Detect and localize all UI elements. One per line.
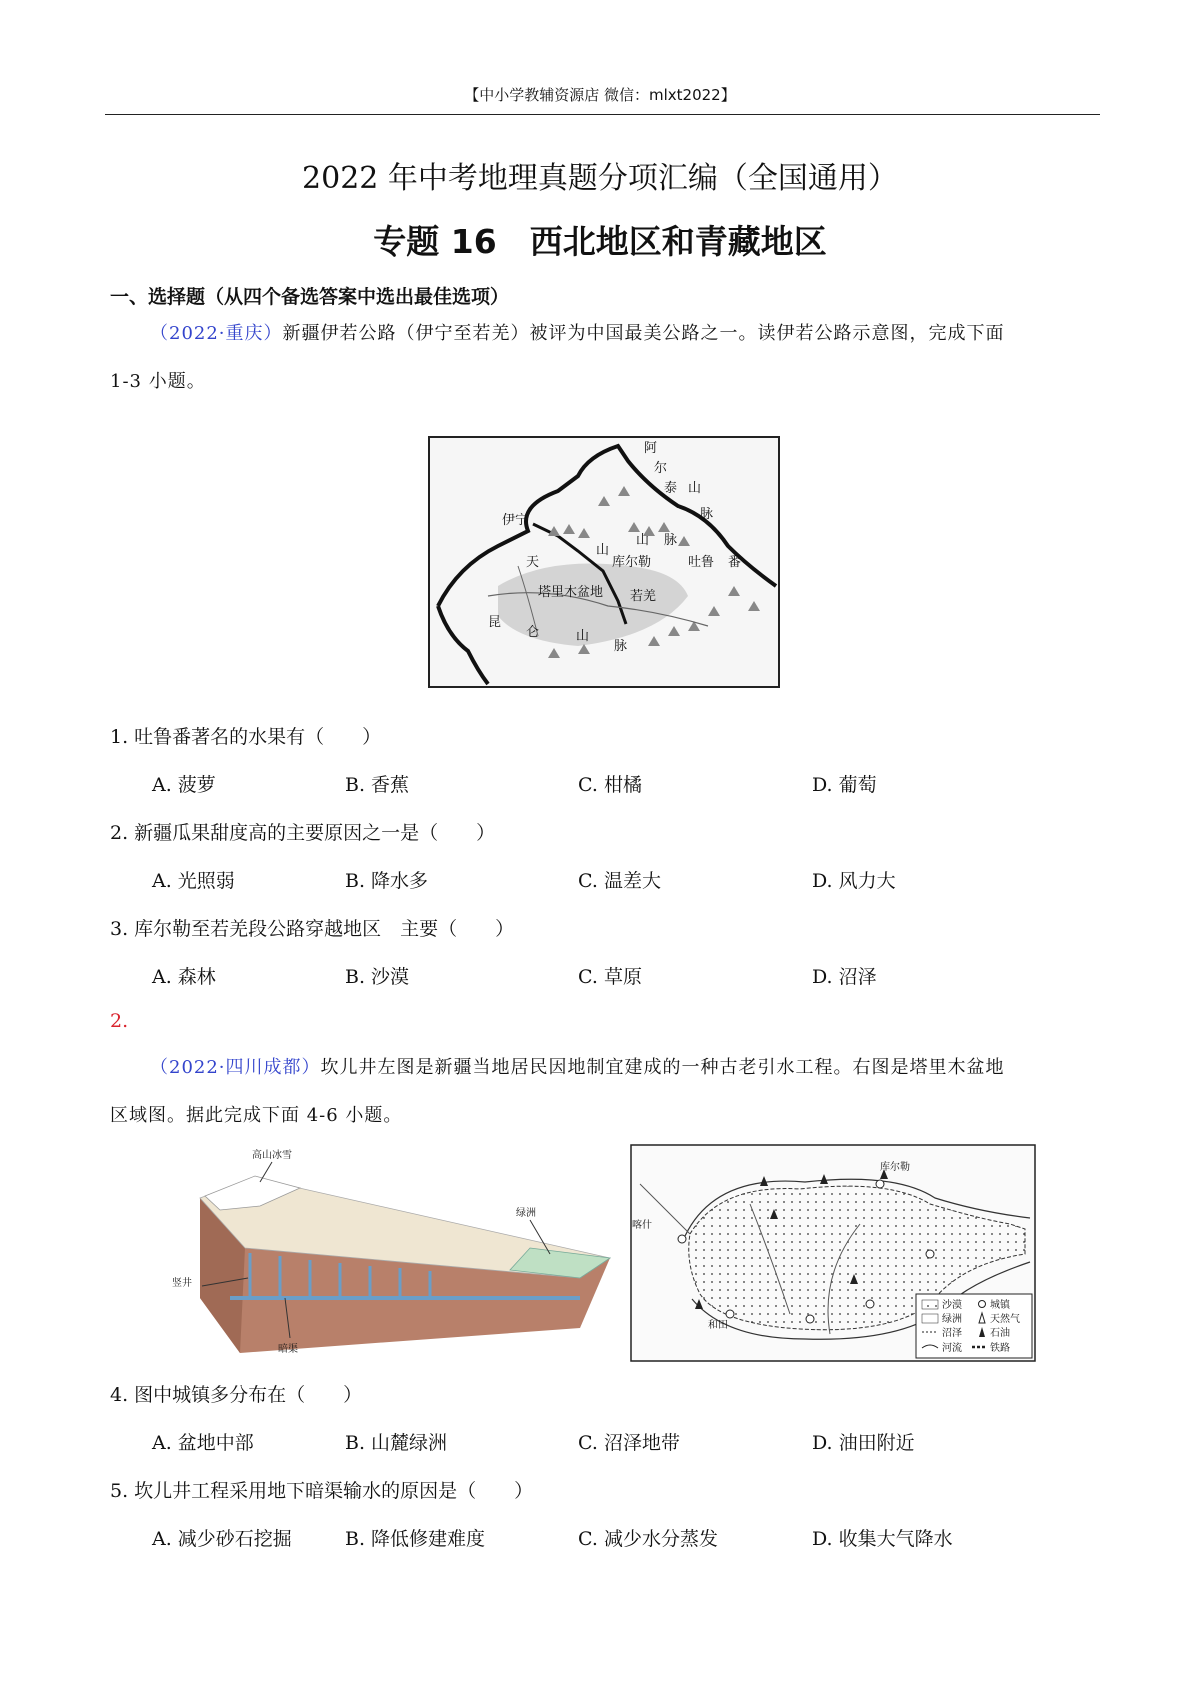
map-label-kuerle: 库尔勒 xyxy=(880,1162,910,1173)
legend-railway: 铁路 xyxy=(990,1343,1010,1354)
map-label: 山 xyxy=(596,543,610,558)
map-label: 山 xyxy=(636,533,650,548)
option[interactable]: A. 光照弱 xyxy=(152,870,235,892)
option[interactable]: C. 柑橘 xyxy=(578,774,642,796)
option[interactable]: D. 沼泽 xyxy=(812,966,877,988)
intro-paragraph-2 xyxy=(110,1044,1100,1140)
map-label-yining: 伊宁 xyxy=(502,513,529,528)
option[interactable]: A. 森林 xyxy=(152,966,216,988)
legend-town: 城镇 xyxy=(990,1300,1010,1311)
source-tag: （2022·重庆） xyxy=(150,323,283,344)
document-title: 2022 年中考地理真题分项汇编（全国通用） xyxy=(302,161,898,196)
map-label-kuerle: 库尔勒 xyxy=(612,555,652,570)
karez-diagram xyxy=(160,1148,620,1358)
label-channel: 暗渠 xyxy=(278,1344,298,1355)
question-4: 4. 图中城镇多分布在（ ） xyxy=(110,1384,363,1406)
map-label-tulufan: 吐鲁 xyxy=(688,555,715,570)
option[interactable]: D. 风力大 xyxy=(812,870,896,892)
intro-text: 坎儿井左图是新疆当地居民因地制宜建成的一种古老引水工程。右图是塔里木盆地 xyxy=(320,1057,1005,1078)
option[interactable]: C. 草原 xyxy=(578,966,642,988)
map-label: 山 xyxy=(576,629,590,644)
option[interactable]: A. 菠萝 xyxy=(152,774,216,796)
question-3: 3. 库尔勒至若羌段公路穿越地区 主要（ ） xyxy=(110,918,515,940)
label-well: 竖井 xyxy=(172,1278,192,1289)
map-legend xyxy=(916,1294,1032,1358)
map-label-kashi: 喀什 xyxy=(632,1220,652,1231)
yiruo-road-map xyxy=(428,436,780,688)
map-label-hetian: 和田 xyxy=(708,1320,728,1331)
source-tag: （2022·四川成都） xyxy=(150,1057,321,1078)
label-oasis: 绿洲 xyxy=(516,1208,536,1219)
option[interactable]: A. 减少砂石挖掘 xyxy=(152,1528,292,1550)
question-2: 2. 新疆瓜果甜度高的主要原因之一是（ ） xyxy=(110,822,496,844)
intro-text: 新疆伊若公路（伊宁至若羌）被评为中国最美公路之一。读伊若公路示意图，完成下面 xyxy=(282,323,1005,344)
option[interactable]: B. 山麓绿洲 xyxy=(345,1432,448,1454)
option[interactable]: C. 减少水分蒸发 xyxy=(578,1528,718,1550)
legend-desert: 沙漠 xyxy=(942,1300,962,1311)
topic-title: 专题 16 西北地区和青藏地区 xyxy=(373,222,827,261)
map-label: 阿 xyxy=(644,441,658,456)
option[interactable]: B. 降低修建难度 xyxy=(345,1528,486,1550)
question-number: 2. xyxy=(110,1010,129,1032)
map-label: 山 xyxy=(688,481,702,496)
map-label: 尔 xyxy=(654,461,668,476)
map-label: 泰 xyxy=(664,481,678,496)
legend-oil: 石油 xyxy=(990,1328,1010,1339)
label-snow: 高山冰雪 xyxy=(252,1150,292,1161)
map-label: 脉 xyxy=(664,533,678,548)
map-label: 天 xyxy=(526,555,540,570)
legend-river: 河流 xyxy=(942,1343,962,1354)
map-label-tarim: 塔里木盆地 xyxy=(538,585,604,600)
option[interactable]: B. 沙漠 xyxy=(345,966,410,988)
option[interactable]: B. 香蕉 xyxy=(345,774,410,796)
legend-gas: 天然气 xyxy=(990,1314,1020,1325)
question-5: 5. 坎儿井工程采用地下暗渠输水的原因是（ ） xyxy=(110,1480,534,1502)
map-label: 仑 xyxy=(526,625,540,640)
legend-swamp: 沼泽 xyxy=(942,1328,962,1339)
intro-paragraph-1 xyxy=(110,310,1100,406)
section-heading: 一、选择题（从四个备选答案中选出最佳选项） xyxy=(110,286,510,308)
legend-oasis: 绿洲 xyxy=(942,1314,962,1325)
tarim-basin-map xyxy=(630,1144,1036,1362)
option[interactable]: D. 葡萄 xyxy=(812,774,877,796)
option[interactable]: C. 温差大 xyxy=(578,870,661,892)
map-label-ruoqiang: 若羌 xyxy=(630,589,657,604)
option[interactable]: A. 盆地中部 xyxy=(152,1432,254,1454)
option[interactable]: C. 沼泽地带 xyxy=(578,1432,680,1454)
option[interactable]: D. 油田附近 xyxy=(812,1432,915,1454)
header-rule xyxy=(105,114,1100,115)
map-label: 昆 xyxy=(488,615,502,630)
intro-text-2: 1-3 小题。 xyxy=(110,371,206,392)
option[interactable]: B. 降水多 xyxy=(345,870,429,892)
page-header: 【中小学教辅资源店 微信：mlxt2022】 xyxy=(464,86,736,104)
map-label: 脉 xyxy=(700,507,714,522)
map-label: 脉 xyxy=(614,639,628,654)
intro-text-2: 区域图。据此完成下面 4-6 小题。 xyxy=(110,1105,403,1126)
map-label: 番 xyxy=(728,555,742,570)
option[interactable]: D. 收集大气降水 xyxy=(812,1528,953,1550)
question-1: 1. 吐鲁番著名的水果有（ ） xyxy=(110,726,382,748)
